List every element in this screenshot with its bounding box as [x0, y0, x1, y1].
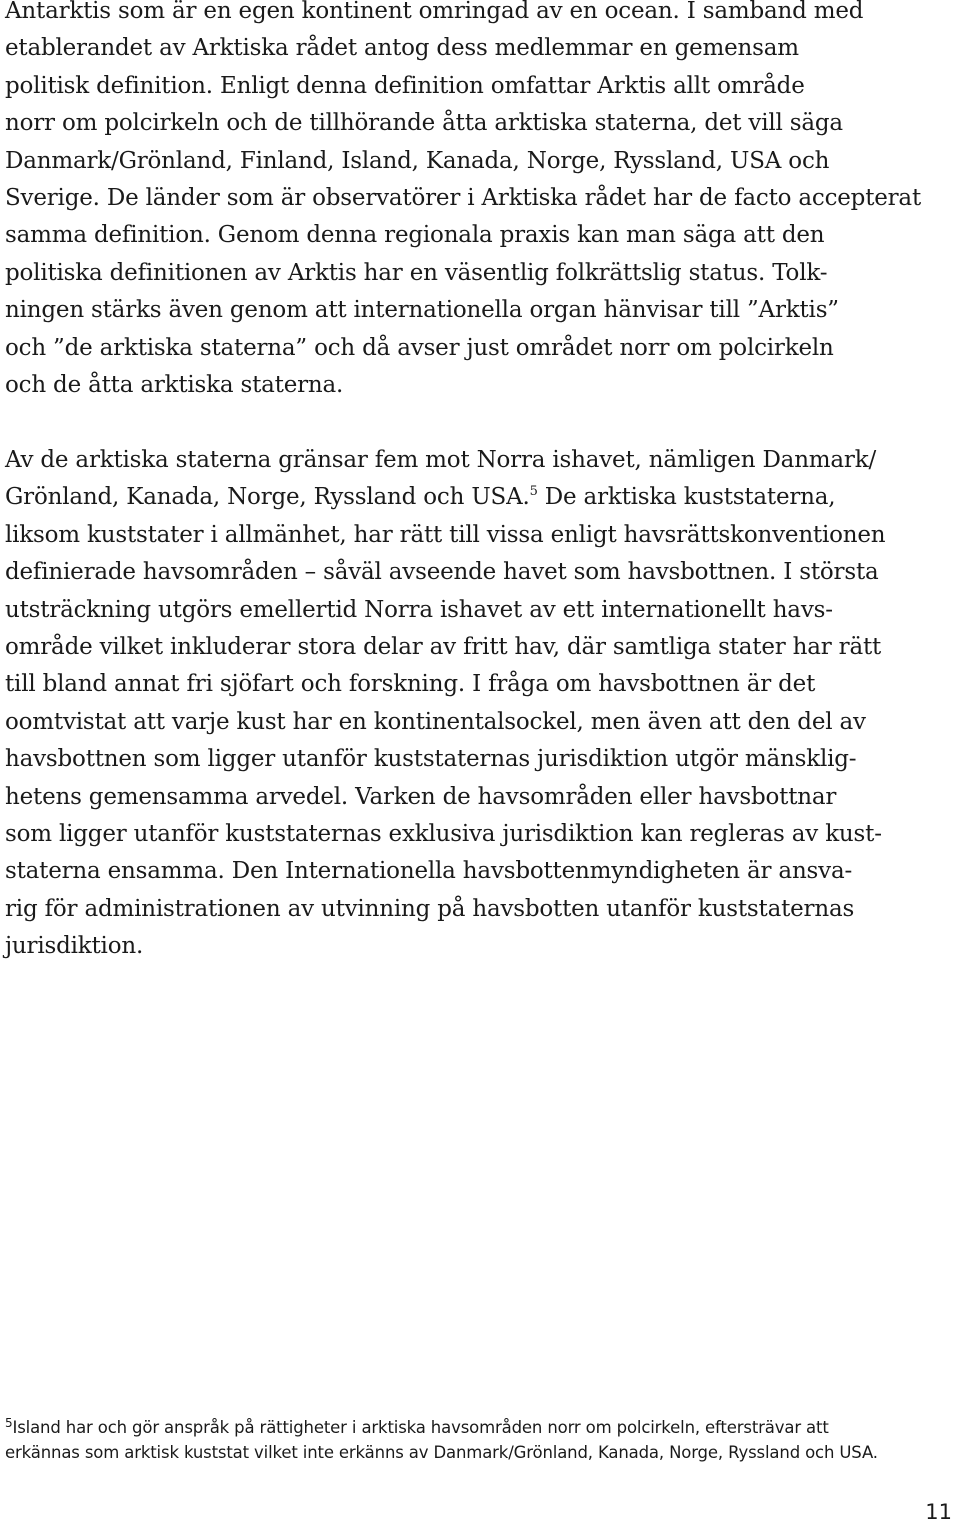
text-segment: Grönland, Kanada, Norge, Ryssland och USA. [5, 484, 530, 511]
text-line: ningen stärks även genom att internationella organ hänvisar till ”Arktis” [5, 297, 839, 324]
footnote-line [5, 1415, 905, 1440]
footnote-text: Island har och gör anspråk på rättigheter i arktiska havsområden norr om polcirkeln, eftersträvar att [12, 1418, 829, 1437]
footnote-number: 5 [5, 1416, 13, 1430]
text-line: politisk definition. Enligt denna definition omfattar Arktis allt område [5, 72, 805, 99]
text-line: Danmark/Grönland, Finland, Island, Kanada, Norge, Ryssland, USA och [5, 147, 830, 174]
text-line: staterna ensamma. Den Internationella havsbottenmyndigheten är ansva- [5, 858, 853, 885]
text-line: Sverige. De länder som är observatörer i Arktiska rådet har de facto accepterat [5, 185, 921, 212]
footnote [5, 1415, 905, 1465]
paragraph-arctic-definition [5, 0, 921, 404]
text-line: samma definition. Genom denna regionala praxis kan man säga att den [5, 222, 825, 249]
text-line: och ”de arktiska staterna” och då avser just området norr om polcirkeln [5, 334, 834, 361]
text-line: område vilket inkluderar stora delar av fritt hav, där samtliga stater har rätt [5, 634, 882, 661]
footnote-line: erkännas som arktisk kuststat vilket inte erkänns av Danmark/Grönland, Kanada, Norge, Ryssland och USA. [5, 1443, 878, 1462]
text-line: Av de arktiska staterna gränsar fem mot Norra ishavet, nämligen Danmark/ [5, 447, 877, 473]
text-line: norr om polcirkeln och de tillhörande åtta arktiska staterna, det vill säga [5, 110, 843, 137]
text-line: till bland annat fri sjöfart och forskning. I fråga om havsbottnen är det [5, 671, 816, 698]
text-line: liksom kuststater i allmänhet, har rätt till vissa enligt havsrättskonventionen [5, 521, 886, 548]
text-line: och de åtta arktiska staterna. [5, 372, 344, 399]
text-line: definierade havsområden – såväl avseende havet som havsbottnen. I största [5, 559, 879, 586]
text-line [5, 479, 887, 516]
text-line: utsträckning utgörs emellertid Norra ishavet av ett internationellt havs- [5, 596, 833, 623]
text-line: politiska definitionen av Arktis har en väsentlig folkrättslig status. Tolk- [5, 259, 828, 286]
footnote-reference[interactable]: 5 [529, 484, 538, 500]
text-line: som ligger utanför kuststaternas exklusiva jurisdiktion kan regleras av kust- [5, 821, 882, 848]
text-line: rig för administrationen av utvinning på havsbotten utanför kuststaternas [5, 895, 855, 922]
text-line: havsbottnen som ligger utanför kuststaternas jurisdiktion utgör mänsklig- [5, 746, 857, 773]
text-line: Antarktis som är en egen kontinent omringad av en ocean. I samband med [5, 0, 864, 24]
text-segment: De arktiska kuststaterna, [537, 484, 836, 511]
page-number: 11 [925, 1500, 952, 1524]
paragraph-coastal-states [5, 442, 887, 966]
text-line: hetens gemensamma arvedel. Varken de havsområden eller havsbottnar [5, 783, 837, 810]
text-line: oomtvistat att varje kust har en kontinentalsockel, men även att den del av [5, 708, 866, 735]
text-line: etablerandet av Arktiska rådet antog dess medlemmar en gemensam [5, 35, 799, 62]
text-line: jurisdiktion. [5, 933, 144, 960]
